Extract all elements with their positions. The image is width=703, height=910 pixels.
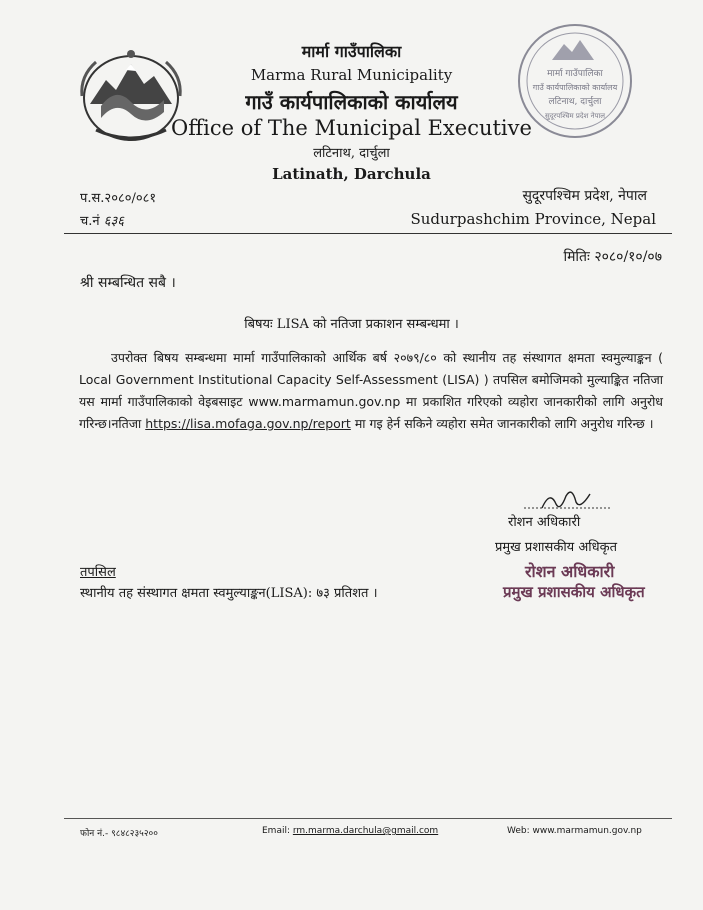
- stamp-name: रोशन अधिकारी: [525, 562, 615, 581]
- letter-body: [79, 347, 663, 435]
- letter-date: मितिः २०८०/१०/०७: [563, 249, 662, 265]
- signatory-title: प्रमुख प्रशासकीय अधिकृत: [495, 540, 618, 555]
- dispatch-label: च.नं: [80, 214, 100, 229]
- seal-text-3: लटिनाथ, दार्चुला: [548, 97, 602, 107]
- stamp-title: प्रमुख प्रशासकीय अधिकृत: [503, 583, 645, 601]
- lisa-result-line: स्थानीय तह संस्थागत क्षमता स्वमुल्याङ्कन(LISA): ७३ प्रतिशत ।: [80, 586, 378, 601]
- dispatch-number: [80, 211, 124, 229]
- lisa-report-link[interactable]: https://lisa.mofaga.gov.np/report: [145, 416, 351, 431]
- municipality-name-nepali: मार्मा गाउँपालिका: [301, 42, 402, 61]
- location-english: Latinath, Darchula: [272, 165, 431, 183]
- office-name-nepali: गाउँ कार्यपालिकाको कार्यालय: [245, 90, 458, 114]
- office-name-english: Office of The Municipal Executive: [171, 116, 532, 140]
- body-text-1: उपरोक्त बिषय सम्बन्धमा मार्मा गाउँपालिकाको आर्थिक बर्ष २०७९/८० को स्थानीय तह संस्थागत क्षमता स्वमुल्याङ्कन ( Local Government Institutional Capacity Self-Assessment (LISA) ) तपसिल बमोजिमको मुल्याङ्कित नतिजा यस मार्मा गाउँपालिकाको वेइबसाइट www.marmamun.gov.np मा प्रकाशित गरिएको व्यहोरा जानकारीको लागि अनुरोध गरिन्छ।नतिजा: [79, 350, 663, 431]
- signatory-name: रोशन अधिकारी: [508, 515, 581, 530]
- province-english: Sudurpashchim Province, Nepal: [410, 210, 656, 228]
- seal-text-4: सुदूरपश्चिम प्रदेश नेपाल: [544, 112, 606, 120]
- handwritten-signature: [520, 488, 615, 514]
- municipality-name-english: Marma Rural Municipality: [250, 66, 453, 84]
- body-text-2: मा गइ हेर्न सकिने व्यहोरा समेत जानकारीको लागि अनुरोध गरिन्छ ।: [350, 416, 654, 431]
- footer-phone: फोन नं.- ९८४८२३५२००: [80, 829, 158, 839]
- annex-heading: तपसिल: [80, 565, 116, 580]
- footer-email: [262, 826, 438, 836]
- fiscal-year-reference: प.स.२०८०/०८१: [80, 191, 157, 206]
- salutation: श्री सम्बन्धित सबै ।: [80, 275, 176, 291]
- footer-divider: [64, 818, 672, 819]
- footer-email-label: Email:: [262, 826, 293, 836]
- footer-web[interactable]: Web: www.marmamun.gov.np: [507, 826, 642, 836]
- province-nepali: सुदूरपश्चिम प्रदेश, नेपाल: [522, 188, 647, 204]
- location-nepali: लटिनाथ, दार्चुला: [313, 146, 390, 161]
- dispatch-number-value: ६३६: [103, 214, 125, 229]
- header-divider: [64, 233, 672, 234]
- seal-text-1: मार्मा गाउँपालिका: [547, 69, 603, 79]
- seal-text-2: गाउँ कार्यपालिकाको कार्यालय: [532, 83, 618, 92]
- letter-subject: बिषयः LISA को नतिजा प्रकाशन सम्बन्धमा ।: [244, 317, 459, 332]
- footer-email-link[interactable]: rm.marma.darchula@gmail.com: [292, 826, 439, 836]
